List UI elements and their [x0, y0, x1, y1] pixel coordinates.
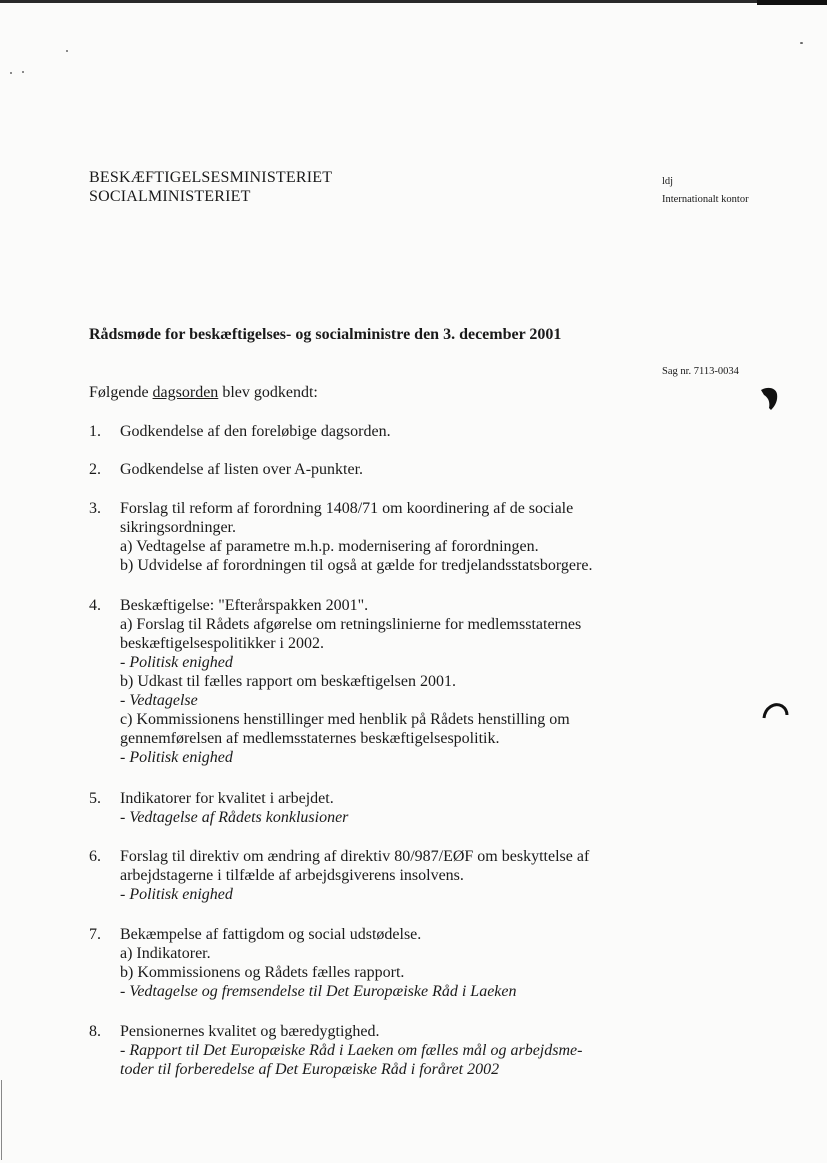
- agenda-item-text: Forslag til direktiv om ændring af direktiv 80/987/EØF om beskyttelse af: [120, 848, 590, 865]
- intro-after: blev godkendt:: [218, 384, 318, 401]
- agenda-item-status: - Vedtagelse: [120, 692, 198, 709]
- agenda-item-number: 2.: [89, 461, 101, 478]
- agenda-item-number: 4.: [89, 597, 101, 614]
- intro-underlined-word: dagsorden: [152, 384, 219, 401]
- scan-speck: [800, 42, 803, 44]
- intro-sentence: [89, 384, 318, 402]
- hole-punch-mark: [760, 698, 790, 728]
- agenda-item-number: 7.: [89, 926, 101, 943]
- scan-speck: [22, 71, 24, 73]
- agenda-item: [89, 460, 363, 479]
- agenda-item: [89, 422, 391, 441]
- agenda-item: [89, 789, 348, 827]
- agenda-item-text: Pensionernes kvalitet og bæredygtighed.: [120, 1023, 380, 1040]
- agenda-item-text: Godkendelse af listen over A-punkter.: [120, 461, 364, 478]
- agenda-item-text: gennemførelsen af medlemsstaternes beskæftigelsespolitik.: [120, 730, 500, 747]
- agenda-item: [89, 925, 517, 1001]
- agenda-item: [89, 596, 581, 767]
- agenda-item: [89, 499, 592, 575]
- agenda-item: [89, 847, 589, 904]
- agenda-item-text: Godkendelse af den foreløbige dagsorden.: [120, 423, 391, 440]
- agenda-item-text: a) Indikatorer.: [120, 945, 211, 962]
- agenda-item-text: b) Udvidelse af forordningen til også at gælde for tredjelandsstatsborgere.: [120, 557, 593, 574]
- left-scan-edge: [1, 1080, 2, 1160]
- agenda-item-text: c) Kommissionens henstillinger med henblik på Rådets henstilling om: [120, 711, 570, 728]
- agenda-item-text: Bekæmpelse af fattigdom og social udstødelse.: [120, 926, 422, 943]
- agenda-item-number: 3.: [89, 500, 101, 517]
- agenda-item-text: sikringsordninger.: [120, 519, 236, 536]
- hole-punch-mark: [758, 384, 782, 414]
- agenda-item-number: 5.: [89, 790, 101, 807]
- agenda-item-status: - Politisk enighed: [120, 886, 233, 903]
- agenda-item-status: - Vedtagelse af Rådets konklusioner: [120, 809, 349, 826]
- agenda-item-number: 8.: [89, 1023, 101, 1040]
- agenda-item-status: - Politisk enighed: [120, 749, 233, 766]
- agenda-item-text: arbejdstagerne i tilfælde af arbejdsgiverens insolvens.: [120, 867, 464, 884]
- agenda-item-text: Forslag til reform af forordning 1408/71 om koordinering af de sociale: [120, 500, 574, 517]
- author-initials: ldj: [662, 176, 674, 187]
- agenda-item-status: - Politisk enighed: [120, 654, 233, 671]
- ministry-name: SOCIALMINISTERIET: [89, 188, 251, 205]
- agenda-item: [89, 1022, 582, 1079]
- agenda-item-number: 6.: [89, 848, 101, 865]
- agenda-item-number: 1.: [89, 423, 101, 440]
- agenda-item-text: a) Vedtagelse af parametre m.h.p. modernisering af forordningen.: [120, 538, 539, 555]
- agenda-item-text: b) Kommissionens og Rådets fælles rapport.: [120, 964, 405, 981]
- agenda-item-status: - Rapport til Det Europæiske Råd i Laeken om fælles mål og arbejdsme-: [120, 1042, 583, 1059]
- scan-speck: [66, 50, 68, 52]
- document-title: Rådsmøde for beskæftigelses- og socialministre den 3. december 2001: [89, 326, 562, 343]
- agenda-item-text: b) Udkast til fælles rapport om beskæftigelsen 2001.: [120, 673, 456, 690]
- case-number: Sag nr. 7113-0034: [662, 366, 739, 377]
- agenda-item-text: Beskæftigelse: "Efterårspakken 2001".: [120, 597, 369, 614]
- ministry-name: BESKÆFTIGELSESMINISTERIET: [89, 169, 333, 186]
- agenda-item-text: Indikatorer for kvalitet i arbejdet.: [120, 790, 334, 807]
- agenda-item-status: toder til forberedelse af Det Europæiske Råd i foråret 2002: [120, 1061, 500, 1078]
- top-scan-rule-thick: [757, 0, 827, 5]
- agenda-item-text: beskæftigelsespolitikker i 2002.: [120, 635, 324, 652]
- agenda-item-text: a) Forslag til Rådets afgørelse om retningslinierne for medlemsstaternes: [120, 616, 582, 633]
- office-name: Internationalt kontor: [662, 194, 749, 205]
- scan-speck: [10, 72, 12, 74]
- ministry-heading: [89, 168, 332, 206]
- top-scan-rule: [0, 0, 827, 3]
- intro-before: Følgende: [89, 384, 153, 401]
- agenda-item-status: - Vedtagelse og fremsendelse til Det Europæiske Råd i Laeken: [120, 983, 517, 1000]
